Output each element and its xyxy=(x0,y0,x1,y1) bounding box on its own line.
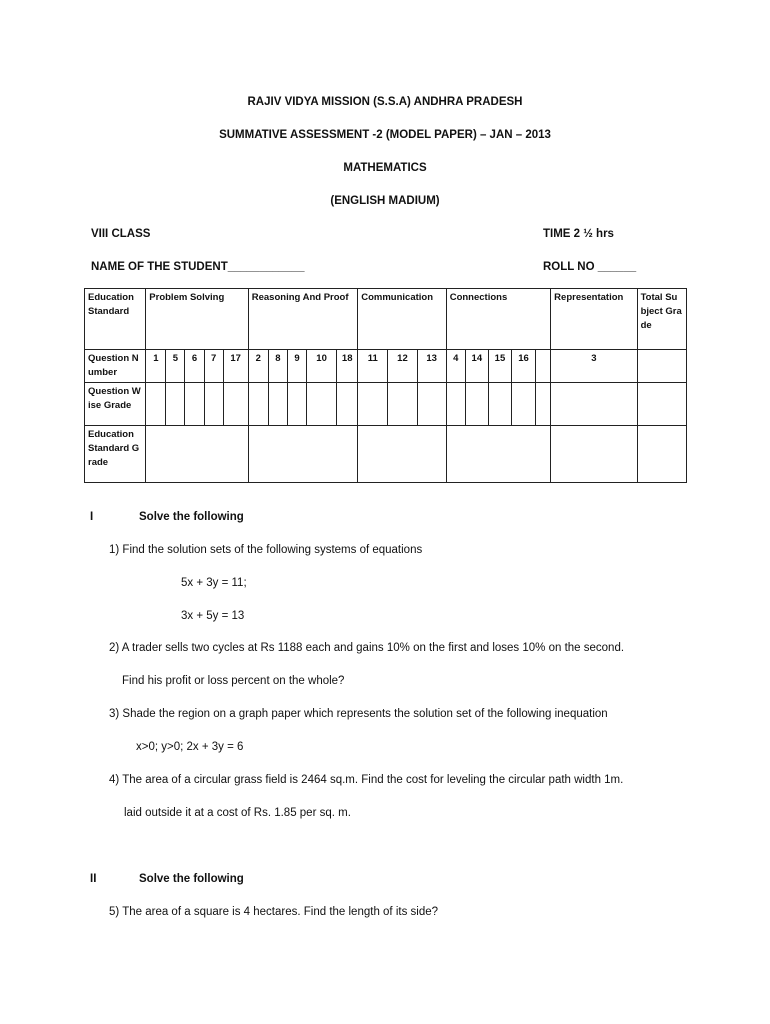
standard-grade-cell[interactable] xyxy=(248,426,358,483)
roll-number-field: ROLL NO ______ xyxy=(543,261,637,273)
question-5: 5) The area of a square is 4 hectares. Find the length of its side? xyxy=(109,906,439,918)
grade-cell[interactable] xyxy=(185,383,204,426)
header-medium: (ENGLISH MADIUM) xyxy=(330,195,440,207)
grade-cell[interactable] xyxy=(465,383,488,426)
table-row-question-numbers xyxy=(85,350,687,383)
question-number-cell xyxy=(536,350,551,383)
question-number-cell: 9 xyxy=(287,350,306,383)
question-number-cell: 1 xyxy=(146,350,166,383)
grade-cell[interactable] xyxy=(358,383,388,426)
question-number-cell: 16 xyxy=(512,350,536,383)
question-4: 4) The area of a circular grass field is 2464 sq.m. Find the cost for leveling the circular path width 1m. xyxy=(109,774,624,786)
grade-cell[interactable] xyxy=(307,383,337,426)
standard-representation: Representation xyxy=(551,289,637,350)
section-1-number: I xyxy=(90,511,94,523)
grade-cell[interactable] xyxy=(337,383,358,426)
question-number-cell: 18 xyxy=(337,350,358,383)
question-number-cell: 7 xyxy=(204,350,223,383)
header-institution: RAJIV VIDYA MISSION (S.S.A) ANDHRA PRADESH xyxy=(247,96,523,108)
question-1-equation-2: 3x + 5y = 13 xyxy=(181,610,245,622)
row-label-education-standard-grade: Education Standard Grade xyxy=(85,426,146,483)
grade-table xyxy=(84,288,687,483)
question-number-cell: 8 xyxy=(268,350,287,383)
grade-cell[interactable] xyxy=(637,383,686,426)
question-2: 2) A trader sells two cycles at Rs 1188 each and gains 10% on the first and loses 10% on the second. xyxy=(109,642,625,654)
grade-cell[interactable] xyxy=(536,383,551,426)
standard-total-grade: Total Subject Grade xyxy=(637,289,686,350)
question-number-cell: 4 xyxy=(446,350,465,383)
standard-grade-cell[interactable] xyxy=(358,426,446,483)
question-1-equation-1: 5x + 3y = 11; xyxy=(181,577,247,589)
question-number-cell: 6 xyxy=(185,350,204,383)
question-number-cell: 10 xyxy=(307,350,337,383)
standard-grade-cell[interactable] xyxy=(446,426,550,483)
question-number-cell: 15 xyxy=(488,350,511,383)
question-number-cell: 14 xyxy=(465,350,488,383)
standard-communication: Communication xyxy=(358,289,446,350)
question-number-cell xyxy=(637,350,686,383)
question-number-cell: 2 xyxy=(248,350,268,383)
grade-cell[interactable] xyxy=(417,383,446,426)
question-3-inequations: x>0; y>0; 2x + 3y = 6 xyxy=(136,741,244,753)
row-label-education-standard: Education Standard xyxy=(85,289,146,350)
grade-cell[interactable] xyxy=(248,383,268,426)
standard-grade-cell[interactable] xyxy=(146,426,248,483)
time-label: TIME 2 ½ hrs xyxy=(543,228,614,240)
grade-cell[interactable] xyxy=(204,383,223,426)
question-1: 1) Find the solution sets of the following systems of equations xyxy=(109,544,423,556)
grade-cell[interactable] xyxy=(268,383,287,426)
class-label: VIII CLASS xyxy=(91,228,151,240)
table-row-standard-grade xyxy=(85,426,687,483)
grade-cell[interactable] xyxy=(287,383,306,426)
section-2-number: II xyxy=(90,873,97,885)
standard-grade-cell[interactable] xyxy=(551,426,637,483)
grade-cell[interactable] xyxy=(388,383,417,426)
grade-cell[interactable] xyxy=(488,383,511,426)
header-subject: MATHEMATICS xyxy=(343,162,427,174)
question-number-cell: 11 xyxy=(358,350,388,383)
standard-grade-cell[interactable] xyxy=(637,426,686,483)
standard-connections: Connections xyxy=(446,289,550,350)
student-name-field: NAME OF THE STUDENT____________ xyxy=(91,261,305,273)
grade-cell[interactable] xyxy=(446,383,465,426)
question-4-continued: laid outside it at a cost of Rs. 1.85 per sq. m. xyxy=(124,807,351,819)
standard-reasoning-proof: Reasoning And Proof xyxy=(248,289,358,350)
table-row-standards xyxy=(85,289,687,350)
question-number-cell: 5 xyxy=(166,350,185,383)
question-number-cell: 3 xyxy=(551,350,637,383)
grade-cell[interactable] xyxy=(223,383,248,426)
question-3: 3) Shade the region on a graph paper which represents the solution set of the following inequation xyxy=(109,708,608,720)
row-label-question-wise-grade: Question Wise Grade xyxy=(85,383,146,426)
row-label-question-number: Question Number xyxy=(85,350,146,383)
question-number-cell: 12 xyxy=(388,350,417,383)
grade-cell[interactable] xyxy=(512,383,536,426)
grade-cell[interactable] xyxy=(551,383,637,426)
standard-problem-solving: Problem Solving xyxy=(146,289,248,350)
question-number-cell: 17 xyxy=(223,350,248,383)
grade-cell[interactable] xyxy=(166,383,185,426)
question-number-cell: 13 xyxy=(417,350,446,383)
table-row-question-grade xyxy=(85,383,687,426)
section-2-title: Solve the following xyxy=(139,873,244,885)
question-2-continued: Find his profit or loss percent on the whole? xyxy=(122,675,345,687)
header-exam-title: SUMMATIVE ASSESSMENT -2 (MODEL PAPER) – JAN – 2013 xyxy=(219,129,551,141)
grade-cell[interactable] xyxy=(146,383,166,426)
section-1-title: Solve the following xyxy=(139,511,244,523)
